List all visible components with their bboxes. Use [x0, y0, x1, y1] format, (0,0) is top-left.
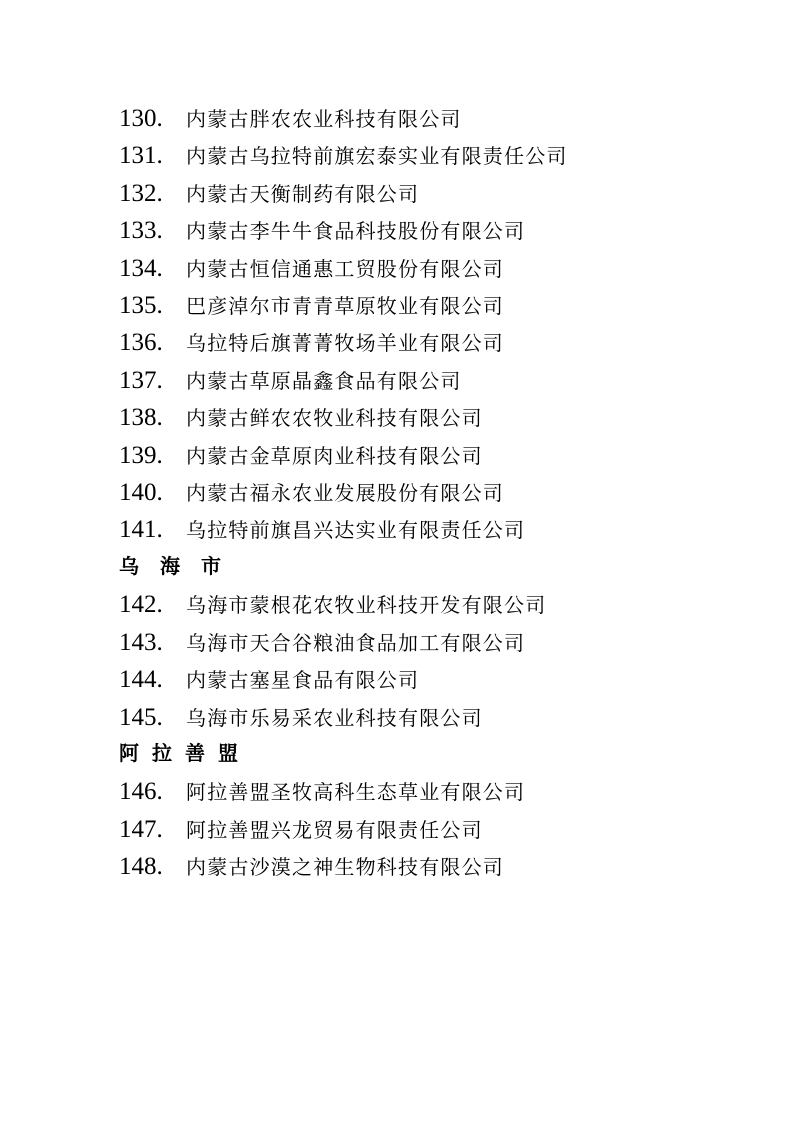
item-company-name: 内蒙古乌拉特前旗宏泰实业有限责任公司	[186, 146, 568, 169]
item-company-name: 乌拉特前旗昌兴达实业有限责任公司	[186, 520, 526, 543]
list-item	[119, 137, 793, 174]
item-number: 138.	[119, 404, 163, 432]
list-item	[119, 175, 793, 212]
item-company-name: 乌海市乐易采农业科技有限公司	[186, 707, 483, 730]
item-company-name: 内蒙古福永农业发展股份有限公司	[186, 483, 504, 506]
item-number: 130.	[119, 105, 163, 132]
item-company-name: 内蒙古金草原肉业科技有限公司	[186, 445, 483, 468]
list-item	[119, 362, 793, 399]
list-item	[119, 848, 793, 885]
list-item	[119, 474, 793, 511]
list-item	[119, 324, 793, 361]
list-item	[119, 773, 793, 810]
item-company-name: 乌拉特后旗菁菁牧场羊业有限公司	[186, 333, 504, 356]
list-item	[119, 511, 793, 548]
item-number: 131.	[119, 142, 163, 170]
item-number: 133.	[119, 217, 163, 245]
section-header-label: 乌海市	[119, 555, 242, 578]
item-number: 146.	[119, 778, 163, 806]
item-number: 141.	[119, 516, 163, 544]
item-company-name: 内蒙古草原晶鑫食品有限公司	[186, 370, 462, 393]
item-number: 132.	[119, 179, 163, 207]
list-item	[119, 212, 793, 249]
section-header-label: 阿拉善盟	[119, 742, 251, 765]
item-number: 135.	[119, 292, 163, 320]
item-number: 136.	[119, 329, 163, 357]
item-number: 143.	[119, 628, 163, 656]
list-item	[119, 811, 793, 848]
item-company-name: 内蒙古恒信通惠工贸股份有限公司	[186, 258, 504, 281]
item-company-name: 内蒙古李牛牛食品科技股份有限公司	[186, 221, 526, 244]
item-number: 137.	[119, 366, 163, 394]
item-company-name: 巴彦淖尔市青青草原牧业有限公司	[186, 296, 504, 319]
item-company-name: 内蒙古塞星食品有限公司	[186, 670, 420, 693]
list-item	[119, 699, 793, 736]
item-company-name: 内蒙古鲜农农牧业科技有限公司	[186, 408, 483, 431]
item-number: 147.	[119, 815, 163, 843]
item-number: 144.	[119, 666, 163, 694]
item-number: 145.	[119, 703, 163, 731]
item-number: 134.	[119, 254, 163, 282]
item-number: 148.	[119, 853, 163, 881]
section-header	[119, 736, 793, 773]
section-header	[119, 549, 793, 586]
item-number: 139.	[119, 441, 163, 469]
list-item	[119, 100, 793, 137]
item-company-name: 阿拉善盟圣牧高科生态草业有限公司	[186, 782, 526, 805]
page-content	[119, 100, 793, 886]
item-company-name: 乌海市天合谷粮油食品加工有限公司	[186, 632, 526, 655]
item-company-name: 阿拉善盟兴龙贸易有限责任公司	[186, 819, 483, 842]
list-item	[119, 661, 793, 698]
item-company-name: 内蒙古沙漠之神生物科技有限公司	[186, 857, 504, 880]
item-company-name: 内蒙古胖农农业科技有限公司	[186, 109, 462, 131]
list-item	[119, 287, 793, 324]
list-item	[119, 437, 793, 474]
item-company-name: 乌海市蒙根花农牧业科技开发有限公司	[186, 595, 547, 618]
list-item	[119, 250, 793, 287]
item-company-name: 内蒙古天衡制药有限公司	[186, 183, 420, 206]
list-item	[119, 586, 793, 623]
list-item	[119, 624, 793, 661]
list-item	[119, 399, 793, 436]
item-number: 140.	[119, 479, 163, 507]
item-number: 142.	[119, 591, 163, 619]
